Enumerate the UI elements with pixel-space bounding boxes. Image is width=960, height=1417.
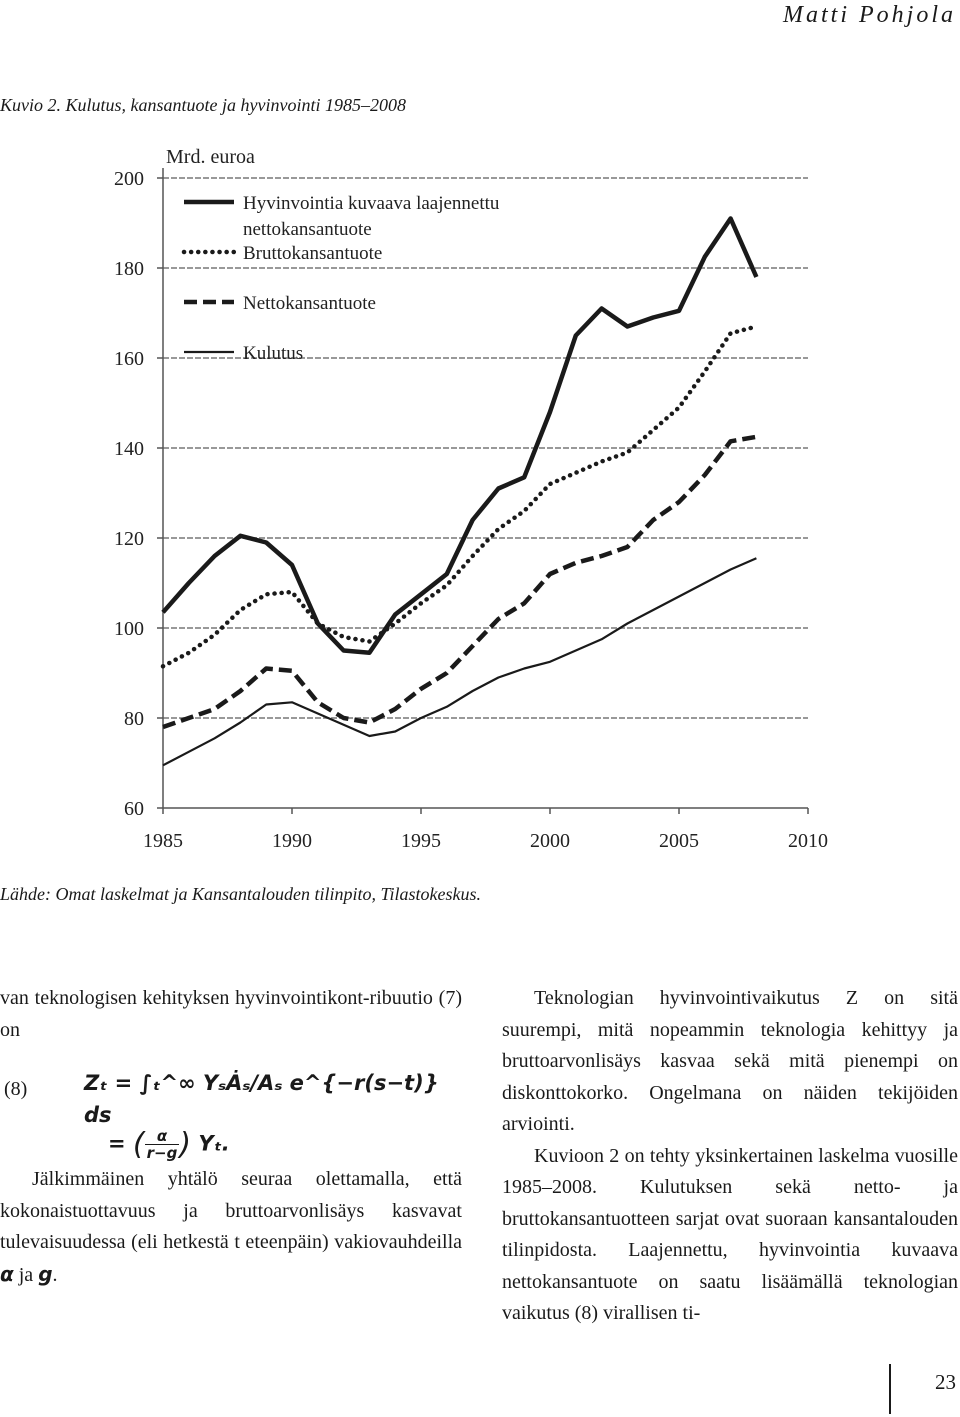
y-tick-label: 80 — [124, 708, 144, 730]
x-tick-label: 2000 — [530, 830, 570, 852]
legend-label-4: Kulutus — [243, 343, 304, 364]
alpha-symbol: α — [0, 1261, 14, 1286]
equation-line-2 — [108, 1128, 230, 1161]
x-tick-label: 1985 — [143, 830, 183, 852]
y-tick-label: 120 — [114, 528, 144, 550]
ja-word: ja — [18, 1263, 34, 1286]
y-tick-label: 160 — [114, 348, 144, 370]
series-line-2 — [163, 327, 756, 667]
y-tick-label: 60 — [124, 798, 144, 820]
x-tick-label: 1995 — [401, 830, 441, 852]
y-tick-label: 200 — [114, 168, 144, 190]
y-tick-label: 140 — [114, 438, 144, 460]
legend-label-3: Nettokansantuote — [243, 293, 376, 314]
left-column — [0, 983, 462, 1291]
equation-equals: = — [108, 1131, 126, 1156]
g-symbol: g — [38, 1261, 53, 1286]
page-number: 23 — [935, 1370, 956, 1394]
right-column — [502, 983, 958, 1330]
left-paragraph-2-text: Jälkimmäinen yhtälö seuraa olettamalla, että kokonaistuottavuus ja bruttoarvonlisäys kasvavat tulevaisuudessa (eli hetkestä t eteenpäin) vakiovauhdeilla — [0, 1168, 462, 1253]
left-paragraph-1: van teknologisen kehityksen hyvinvointikont-ribuutio (7) on — [0, 987, 462, 1041]
legend-label-1: nettokansantuote — [243, 219, 372, 240]
figure-caption: Kuvio 2. Kulutus, kansantuote ja hyvinvointi 1985–2008 — [0, 95, 406, 115]
left-paragraph-2 — [0, 1164, 462, 1291]
equation-8 — [0, 1046, 462, 1164]
page-number-rule — [889, 1364, 891, 1414]
x-tick-label: 1990 — [272, 830, 312, 852]
equation-number: (8) — [4, 1078, 28, 1100]
y-tick-label: 180 — [114, 258, 144, 280]
legend-label-1: Hyvinvointia kuvaava laajennettu — [243, 193, 500, 214]
y-axis-unit-label: Mrd. euroa — [166, 146, 255, 168]
series-line-3 — [163, 437, 756, 727]
equation-tail: Yₜ. — [198, 1131, 230, 1156]
x-tick-label: 2010 — [788, 830, 828, 852]
running-head: Matti Pohjola — [783, 2, 956, 28]
open-paren-icon: ( — [132, 1126, 145, 1162]
equation-fraction — [145, 1128, 180, 1161]
right-paragraph-1: Teknologian hyvinvointivaikutus Z on sitä suurempi, mitä nopeammin teknologia kehittyy ja bruttoarvonlisäys kasvaa sekä mitä pienempi on diskonttokorko. Ongelmana on näiden tekijöiden arviointi. — [502, 987, 958, 1135]
fraction-numerator: α — [145, 1128, 180, 1145]
figure-source: Lähde: Omat laskelmat ja Kansantalouden tilinpito, Tilastokeskus. — [0, 884, 481, 904]
legend-label-2: Bruttokansantuote — [243, 243, 383, 264]
x-tick-label: 2005 — [659, 830, 699, 852]
period: . — [52, 1263, 58, 1286]
right-paragraph-2: Kuvioon 2 on tehty yksinkertainen laskelma vuosille 1985–2008. Kulutuksen sekä netto- ja bruttokansantuotteen sarjat ovat suoraan kansantalouden tilinpidosta. Laajennettu, hyvinvointia kuvaava nettokansantuote on saatu lisäämällä teknologian vaikutus (8) virallisen ti- — [502, 1144, 958, 1324]
line-chart — [0, 140, 960, 870]
fraction-denominator: r−g — [146, 1144, 178, 1162]
y-tick-label: 100 — [114, 618, 144, 640]
series-line-1 — [163, 219, 756, 653]
close-paren-icon: ) — [179, 1126, 192, 1162]
equation-line-1: Zₜ = ∫ₜ^∞ YₛȦₛ/Aₛ e^{−r(s−t)} ds — [84, 1071, 439, 1127]
